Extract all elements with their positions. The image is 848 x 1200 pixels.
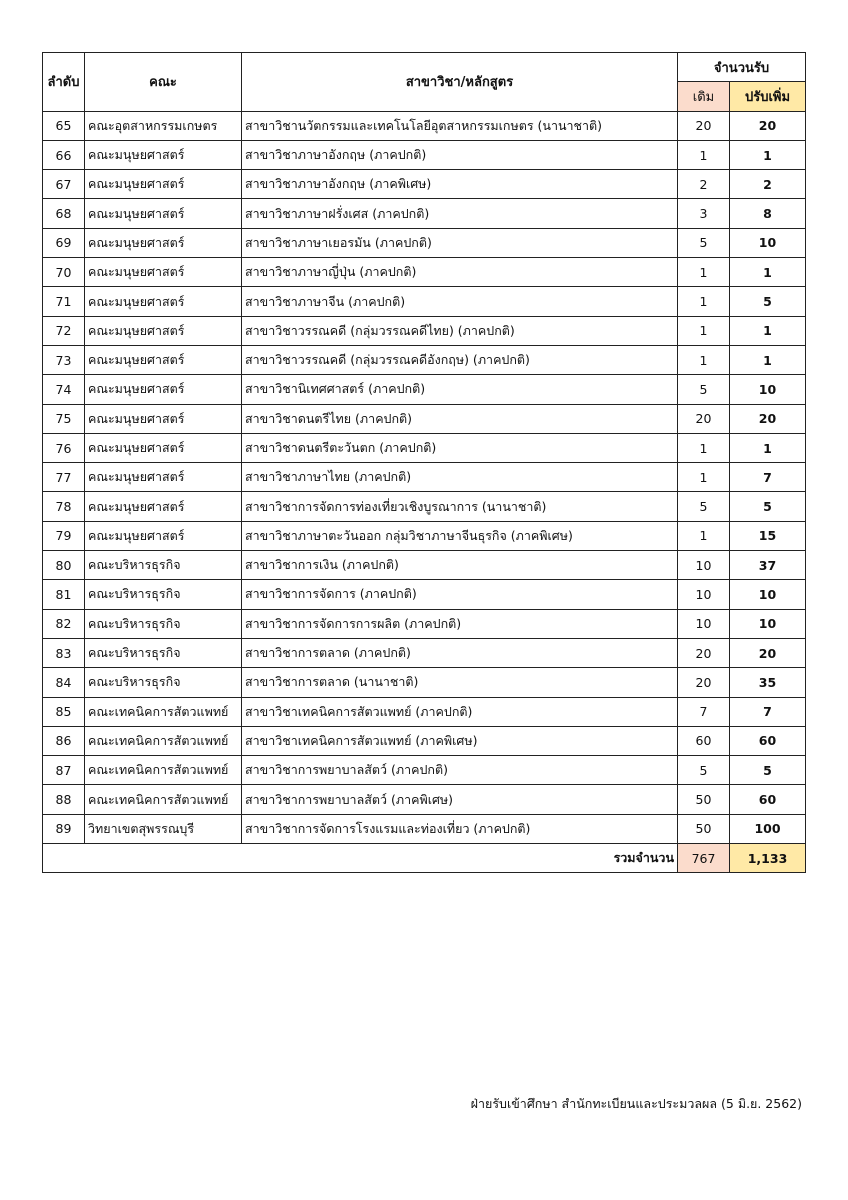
row-adjusted: 100 xyxy=(730,814,806,843)
row-no: 74 xyxy=(43,375,85,404)
row-adjusted: 20 xyxy=(730,404,806,433)
row-faculty: คณะมนุษยศาสตร์ xyxy=(85,404,242,433)
row-program: สาขาวิชาภาษาเยอรมัน (ภาคปกติ) xyxy=(242,228,678,257)
row-adjusted: 1 xyxy=(730,258,806,287)
row-no: 77 xyxy=(43,463,85,492)
row-original: 60 xyxy=(678,726,730,755)
row-original: 1 xyxy=(678,316,730,345)
table-body xyxy=(43,111,806,843)
table-row xyxy=(43,228,806,257)
row-original: 50 xyxy=(678,785,730,814)
row-adjusted: 10 xyxy=(730,580,806,609)
row-faculty: คณะมนุษยศาสตร์ xyxy=(85,433,242,462)
table-row xyxy=(43,287,806,316)
row-program: สาขาวิชาภาษาจีน (ภาคปกติ) xyxy=(242,287,678,316)
row-no: 67 xyxy=(43,170,85,199)
row-original: 1 xyxy=(678,521,730,550)
row-faculty: คณะมนุษยศาสตร์ xyxy=(85,521,242,550)
row-faculty: คณะเทคนิคการสัตวแพทย์ xyxy=(85,697,242,726)
row-no: 87 xyxy=(43,756,85,785)
table-row xyxy=(43,609,806,638)
row-faculty: คณะมนุษยศาสตร์ xyxy=(85,345,242,374)
row-faculty: คณะมนุษยศาสตร์ xyxy=(85,375,242,404)
row-program: สาขาวิชาเทคนิคการสัตวแพทย์ (ภาคพิเศษ) xyxy=(242,726,678,755)
table-row xyxy=(43,316,806,345)
table-row xyxy=(43,345,806,374)
row-faculty: คณะเทคนิคการสัตวแพทย์ xyxy=(85,756,242,785)
row-original: 1 xyxy=(678,258,730,287)
total-adjusted: 1,133 xyxy=(730,844,806,873)
header-program: สาขาวิชา/หลักสูตร xyxy=(242,53,678,112)
row-adjusted: 1 xyxy=(730,433,806,462)
table-row xyxy=(43,668,806,697)
row-faculty: คณะมนุษยศาสตร์ xyxy=(85,492,242,521)
row-no: 70 xyxy=(43,258,85,287)
row-program: สาขาวิชาการพยาบาลสัตว์ (ภาคปกติ) xyxy=(242,756,678,785)
table-row xyxy=(43,111,806,140)
row-program: สาขาวิชาภาษาอังกฤษ (ภาคปกติ) xyxy=(242,140,678,169)
row-adjusted: 10 xyxy=(730,228,806,257)
table-row xyxy=(43,463,806,492)
row-original: 5 xyxy=(678,756,730,785)
table-row xyxy=(43,756,806,785)
row-faculty: คณะมนุษยศาสตร์ xyxy=(85,228,242,257)
row-no: 66 xyxy=(43,140,85,169)
admission-quota-table xyxy=(42,52,806,873)
row-adjusted: 37 xyxy=(730,551,806,580)
row-no: 72 xyxy=(43,316,85,345)
total-row xyxy=(43,844,806,873)
row-program: สาขาวิชาการจัดการการผลิต (ภาคปกติ) xyxy=(242,609,678,638)
row-faculty: คณะอุตสาหกรรมเกษตร xyxy=(85,111,242,140)
row-program: สาขาวิชาเทคนิคการสัตวแพทย์ (ภาคปกติ) xyxy=(242,697,678,726)
row-program: สาขาวิชาการตลาด (ภาคปกติ) xyxy=(242,638,678,667)
row-faculty: คณะมนุษยศาสตร์ xyxy=(85,140,242,169)
row-faculty: คณะบริหารธุรกิจ xyxy=(85,668,242,697)
row-program: สาขาวิชาวรรณคดี (กลุ่มวรรณคดีอังกฤษ) (ภาคปกติ) xyxy=(242,345,678,374)
table-row xyxy=(43,433,806,462)
row-faculty: คณะมนุษยศาสตร์ xyxy=(85,199,242,228)
row-program: สาขาวิชาภาษาตะวันออก กลุ่มวิชาภาษาจีนธุรกิจ (ภาคพิเศษ) xyxy=(242,521,678,550)
row-original: 10 xyxy=(678,609,730,638)
row-adjusted: 10 xyxy=(730,375,806,404)
table-row xyxy=(43,404,806,433)
row-adjusted: 20 xyxy=(730,111,806,140)
row-faculty: วิทยาเขตสุพรรณบุรี xyxy=(85,814,242,843)
row-program: สาขาวิชาการจัดการท่องเที่ยวเชิงบูรณาการ (นานาชาติ) xyxy=(242,492,678,521)
table-row xyxy=(43,492,806,521)
row-adjusted: 60 xyxy=(730,726,806,755)
table-row xyxy=(43,814,806,843)
header-faculty: คณะ xyxy=(85,53,242,112)
row-no: 81 xyxy=(43,580,85,609)
row-faculty: คณะเทคนิคการสัตวแพทย์ xyxy=(85,726,242,755)
row-faculty: คณะมนุษยศาสตร์ xyxy=(85,463,242,492)
row-adjusted: 1 xyxy=(730,345,806,374)
row-no: 88 xyxy=(43,785,85,814)
row-no: 71 xyxy=(43,287,85,316)
row-program: สาขาวิชาภาษาอังกฤษ (ภาคพิเศษ) xyxy=(242,170,678,199)
row-original: 20 xyxy=(678,638,730,667)
row-adjusted: 5 xyxy=(730,756,806,785)
row-adjusted: 5 xyxy=(730,492,806,521)
row-original: 20 xyxy=(678,111,730,140)
row-program: สาขาวิชาการจัดการ (ภาคปกติ) xyxy=(242,580,678,609)
row-original: 50 xyxy=(678,814,730,843)
footer-note: ฝ่ายรับเข้าศึกษา สำนักทะเบียนและประมวลผล (5 มิ.ย. 2562) xyxy=(470,1096,802,1111)
table-row xyxy=(43,551,806,580)
row-original: 1 xyxy=(678,433,730,462)
total-label: รวมจำนวน xyxy=(43,844,678,873)
table-row xyxy=(43,199,806,228)
row-program: สาขาวิชานวัตกรรมและเทคโนโลยีอุตสาหกรรมเกษตร (นานาชาติ) xyxy=(242,111,678,140)
row-adjusted: 35 xyxy=(730,668,806,697)
row-no: 89 xyxy=(43,814,85,843)
row-no: 83 xyxy=(43,638,85,667)
row-faculty: คณะมนุษยศาสตร์ xyxy=(85,258,242,287)
table-row xyxy=(43,785,806,814)
row-faculty: คณะบริหารธุรกิจ xyxy=(85,638,242,667)
row-program: สาขาวิชาภาษาญี่ปุ่น (ภาคปกติ) xyxy=(242,258,678,287)
row-program: สาขาวิชานิเทศศาสตร์ (ภาคปกติ) xyxy=(242,375,678,404)
row-no: 84 xyxy=(43,668,85,697)
row-original: 10 xyxy=(678,580,730,609)
row-no: 75 xyxy=(43,404,85,433)
row-program: สาขาวิชาการจัดการโรงแรมและท่องเที่ยว (ภาคปกติ) xyxy=(242,814,678,843)
row-original: 1 xyxy=(678,345,730,374)
table-row xyxy=(43,170,806,199)
row-adjusted: 20 xyxy=(730,638,806,667)
row-original: 1 xyxy=(678,140,730,169)
row-faculty: คณะมนุษยศาสตร์ xyxy=(85,287,242,316)
row-faculty: คณะมนุษยศาสตร์ xyxy=(85,316,242,345)
total-original: 767 xyxy=(678,844,730,873)
row-adjusted: 1 xyxy=(730,140,806,169)
row-adjusted: 10 xyxy=(730,609,806,638)
table-header xyxy=(43,53,806,112)
row-no: 65 xyxy=(43,111,85,140)
row-adjusted: 15 xyxy=(730,521,806,550)
row-adjusted: 8 xyxy=(730,199,806,228)
row-no: 82 xyxy=(43,609,85,638)
row-no: 80 xyxy=(43,551,85,580)
row-program: สาขาวิชาการพยาบาลสัตว์ (ภาคพิเศษ) xyxy=(242,785,678,814)
row-faculty: คณะบริหารธุรกิจ xyxy=(85,580,242,609)
row-adjusted: 2 xyxy=(730,170,806,199)
row-no: 73 xyxy=(43,345,85,374)
table-row xyxy=(43,140,806,169)
row-original: 7 xyxy=(678,697,730,726)
row-original: 1 xyxy=(678,287,730,316)
table-row xyxy=(43,726,806,755)
row-no: 76 xyxy=(43,433,85,462)
row-adjusted: 60 xyxy=(730,785,806,814)
row-original: 20 xyxy=(678,668,730,697)
row-original: 5 xyxy=(678,492,730,521)
row-original: 3 xyxy=(678,199,730,228)
header-no: ลำดับ xyxy=(43,53,85,112)
row-no: 78 xyxy=(43,492,85,521)
row-program: สาขาวิชาภาษาฝรั่งเศส (ภาคปกติ) xyxy=(242,199,678,228)
table-row xyxy=(43,697,806,726)
row-adjusted: 5 xyxy=(730,287,806,316)
row-original: 10 xyxy=(678,551,730,580)
row-no: 85 xyxy=(43,697,85,726)
row-program: สาขาวิชาดนตรีตะวันตก (ภาคปกติ) xyxy=(242,433,678,462)
table-row xyxy=(43,580,806,609)
row-no: 69 xyxy=(43,228,85,257)
header-original: เดิม xyxy=(678,82,730,111)
row-program: สาขาวิชาดนตรีไทย (ภาคปกติ) xyxy=(242,404,678,433)
table-row xyxy=(43,638,806,667)
header-adjusted: ปรับเพิ่ม xyxy=(730,82,806,111)
row-program: สาขาวิชาวรรณคดี (กลุ่มวรรณคดีไทย) (ภาคปกติ) xyxy=(242,316,678,345)
row-adjusted: 7 xyxy=(730,697,806,726)
row-original: 5 xyxy=(678,375,730,404)
table-row xyxy=(43,521,806,550)
table-total xyxy=(43,844,806,873)
table-row xyxy=(43,258,806,287)
row-original: 1 xyxy=(678,463,730,492)
row-program: สาขาวิชาการตลาด (นานาชาติ) xyxy=(242,668,678,697)
row-program: สาขาวิชาภาษาไทย (ภาคปกติ) xyxy=(242,463,678,492)
row-original: 20 xyxy=(678,404,730,433)
row-original: 5 xyxy=(678,228,730,257)
row-adjusted: 1 xyxy=(730,316,806,345)
row-faculty: คณะมนุษยศาสตร์ xyxy=(85,170,242,199)
row-program: สาขาวิชาการเงิน (ภาคปกติ) xyxy=(242,551,678,580)
row-original: 2 xyxy=(678,170,730,199)
row-no: 68 xyxy=(43,199,85,228)
row-adjusted: 7 xyxy=(730,463,806,492)
row-faculty: คณะบริหารธุรกิจ xyxy=(85,609,242,638)
row-faculty: คณะเทคนิคการสัตวแพทย์ xyxy=(85,785,242,814)
header-quota: จำนวนรับ xyxy=(678,53,806,82)
row-no: 79 xyxy=(43,521,85,550)
table-row xyxy=(43,375,806,404)
row-faculty: คณะบริหารธุรกิจ xyxy=(85,551,242,580)
row-no: 86 xyxy=(43,726,85,755)
